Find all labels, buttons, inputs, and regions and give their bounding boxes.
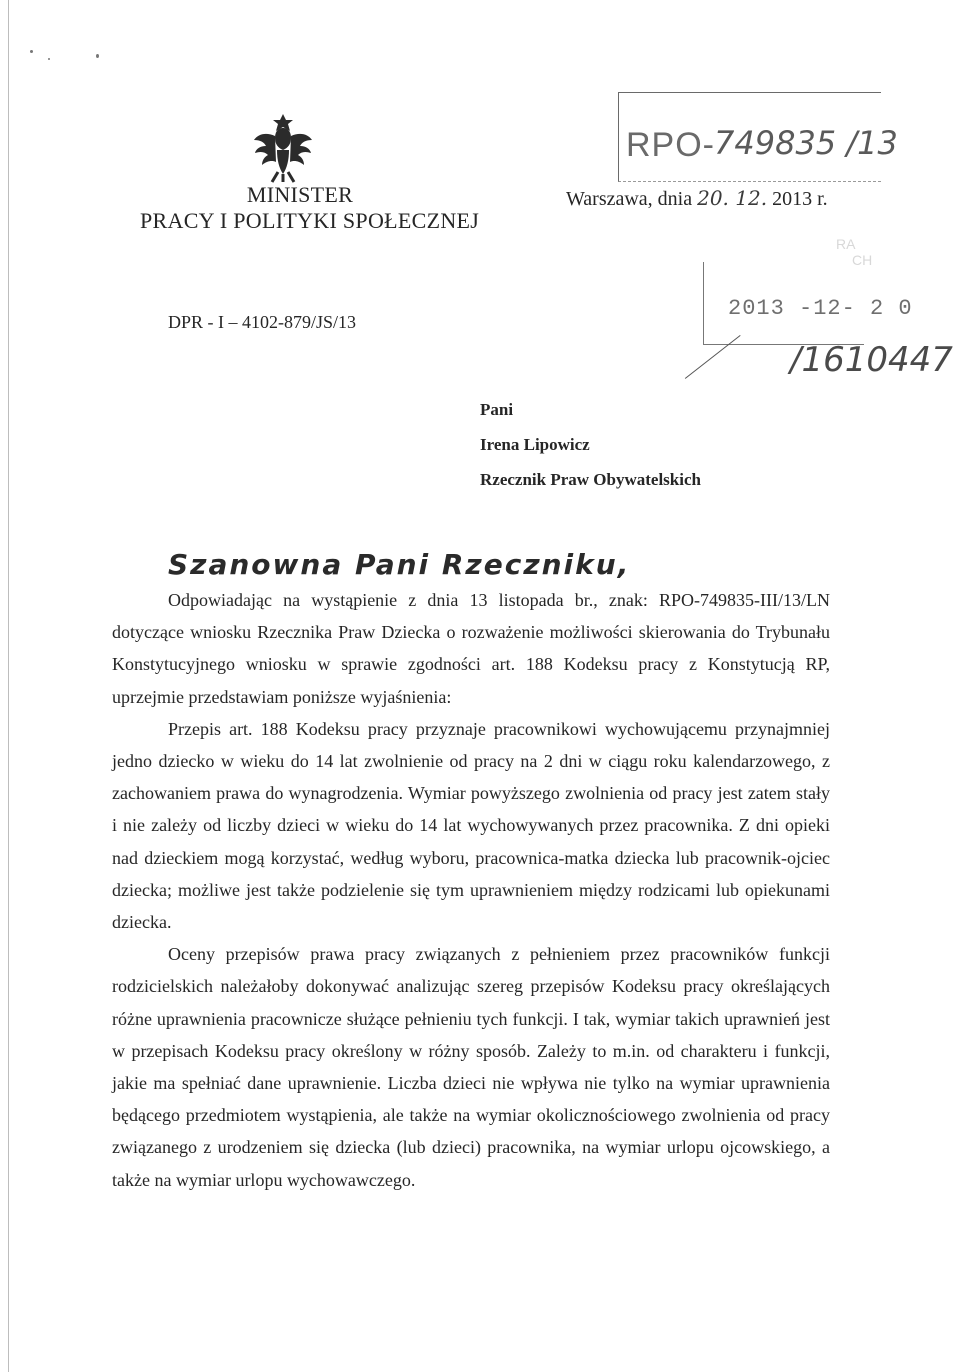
place-and-date xyxy=(566,186,828,211)
scan-speck xyxy=(48,58,50,60)
addressee-line-1: Pani xyxy=(480,400,514,419)
addressee-block xyxy=(480,392,701,497)
case-number-handwritten: 749835 /13 xyxy=(714,124,898,162)
reference-number: DPR - I – 4102-879/JS/13 xyxy=(168,312,357,332)
letter-body xyxy=(112,584,830,1196)
addressee-line-2: Irena Lipowicz xyxy=(480,435,590,454)
body-paragraph: Odpowiadając na wystąpienie z dnia 13 listopada br., znak: RPO-749835-III/13/LN dotyczące wniosku Rzecznika Praw Dziecka o rozważenie możliwości skierowania do Trybunału Konstytucyjnego wniosku w sprawie zgodności art. 188 Kodeksu pracy z Konstytucją RP, uprzejmie przedstawiam poniższe wyjaśnienia: xyxy=(112,590,830,707)
place-date-suffix: 2013 r. xyxy=(772,188,828,210)
place-date-prefix: Warszawa, dnia xyxy=(566,188,693,210)
polish-eagle-emblem-icon xyxy=(252,110,314,184)
body-paragraph: Oceny przepisów prawa pracy związanych z pełnieniem przez pracowników funkcji rodzicielskich należałoby dokonywać analizując szereg przepisów Kodeksu pracy określających różne uprawnienia pracownicze służące pełnieniu tych funkcji. I tak, wymiar takich uprawnień jest w przepisach Kodeksu pracy określony w różny sposób. Zależy to m.in. od charakteru i funkcji, jakie ma spełniać dane uprawnienie. Liczba dzieci nie wpływa nie tylko na wymiar uprawnienia będącego przedmiotem wystąpienia, ale także na wymiar okolicznościowego zwolnienia od pracy związanego z urodzeniem się dziecka (lub dzieci) pracownika, na wymiar urlopu ojcowskiego, a także na wymiar urlopu wychowawczego. xyxy=(112,944,830,1190)
ministry-line-1: MINISTER xyxy=(246,182,354,207)
body-paragraph: Przepis art. 188 Kodeksu pracy przyznaje pracownikowi wychowującemu przynajmniej jedno dziecko w wieku do 14 lat zwolnienie od pracy na 2 dni w ciągu roku kalendarzowego, z zachowaniem prawa do wynagrodzenia. Wymiar powyższego zwolnienia od pracy jest zatem stały i nie zależy od liczby dzieci w wieku do 14 lat wychowywanych przez pracownika. Z dni opieki nad dzieckiem mogą korzystać, według wyboru, pracownica-matka dziecka lub pracownik-ojciec dziecka; możliwe jest także podzielenie się tym uprawnieniem między rodzicami lub opiekunami dziecka. xyxy=(112,718,830,933)
registration-number-handwritten: /1610447 xyxy=(790,340,953,380)
received-date-stamp: 2013 -12- 2 0 xyxy=(728,296,913,321)
addressee-line-3: Rzecznik Praw Obywatelskich xyxy=(480,470,701,489)
faint-stamp-text-2: CH xyxy=(852,252,873,268)
scan-speck xyxy=(30,50,33,53)
scan-speck xyxy=(96,54,99,58)
faint-stamp-text-1: RA xyxy=(836,236,856,252)
scan-edge-line xyxy=(8,0,9,1372)
case-number-prefix: RPO- xyxy=(626,126,715,164)
place-date-handwritten: 20. 12. xyxy=(697,186,768,210)
handwritten-salutation: Szanowna Pani Rzeczniku, xyxy=(168,548,631,581)
ministry-name xyxy=(140,182,480,234)
ministry-line-2: PRACY I POLITYKI SPOŁECZNEJ xyxy=(140,208,480,233)
